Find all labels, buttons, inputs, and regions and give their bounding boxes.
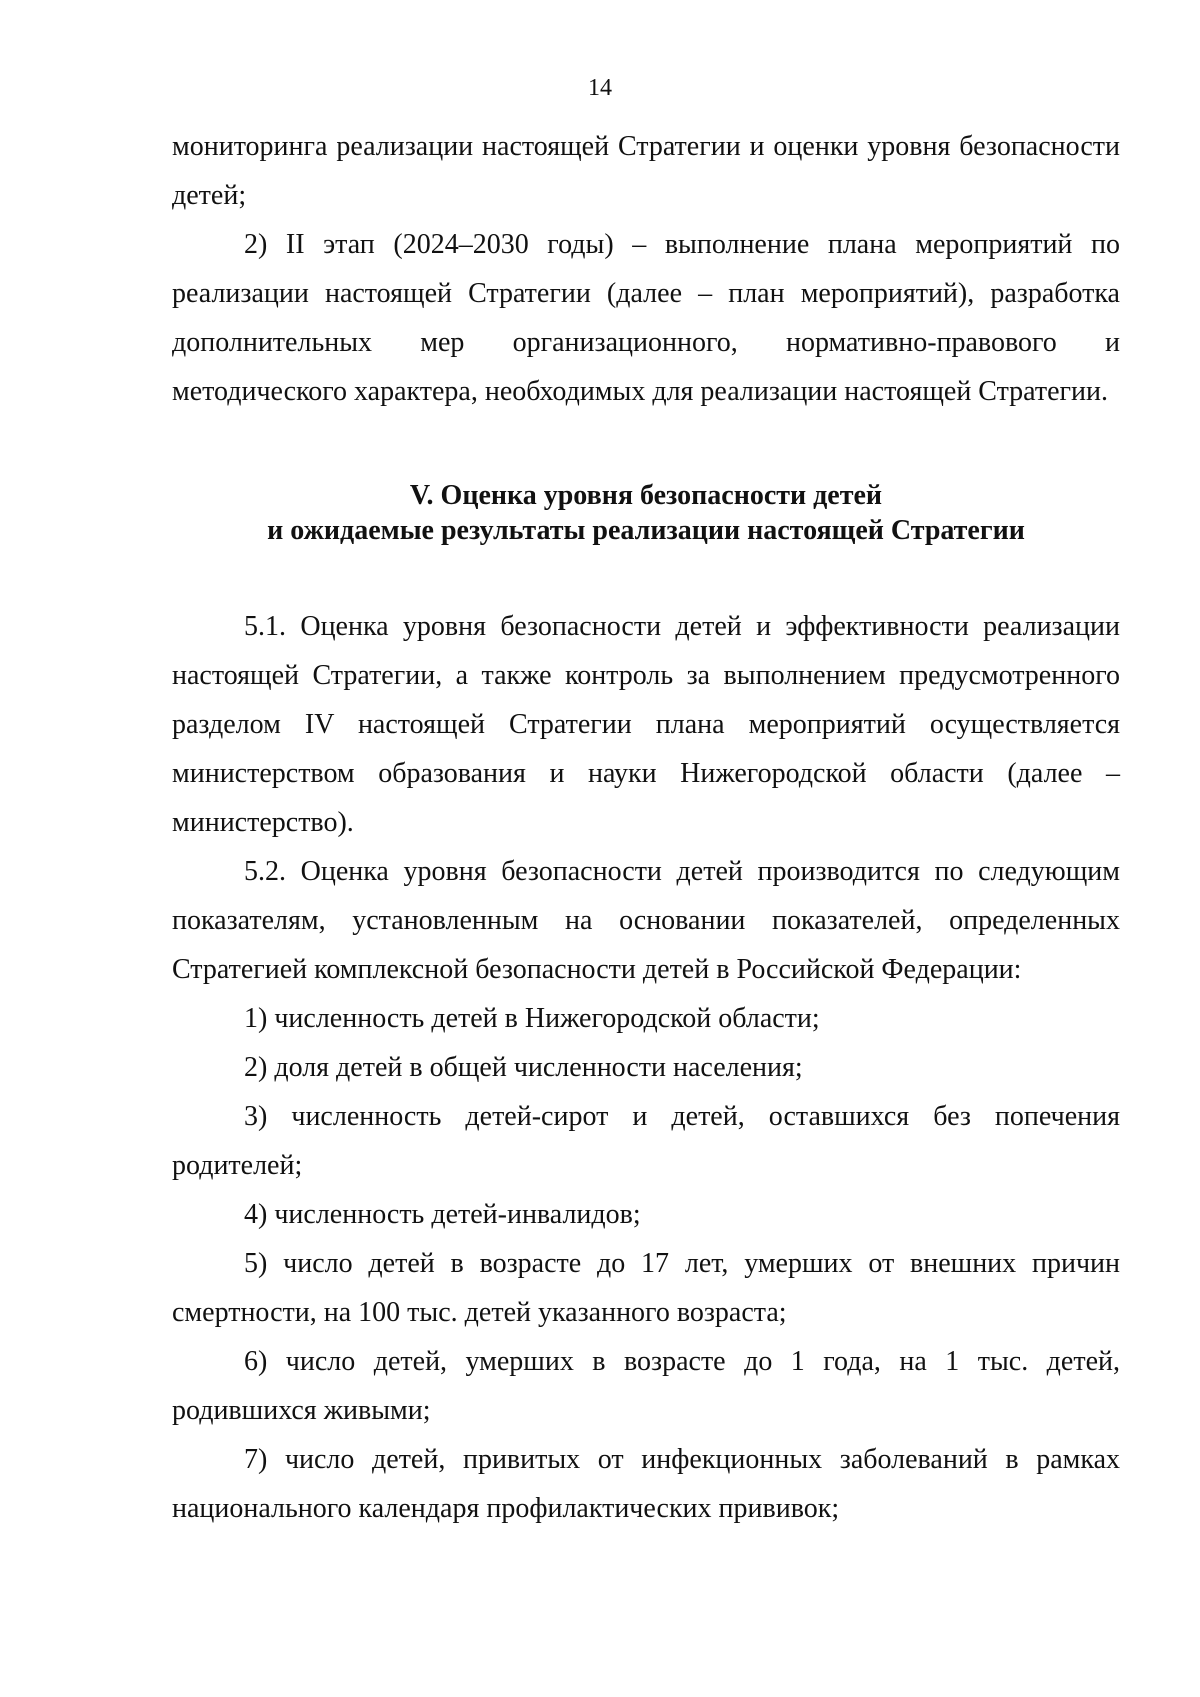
- indicator-item-3: 3) численность детей-сирот и детей, оставшихся без попечения родителей;: [172, 1101, 1120, 1181]
- indicator-item-5: 5) число детей в возрасте до 17 лет, умерших от внешних причин смертности, на 100 тыс. детей указанного возраста;: [172, 1248, 1120, 1328]
- section-heading-line-2: и ожидаемые результаты реализации настоящей Стратегии: [267, 515, 1025, 546]
- indicator-item-6: 6) число детей, умерших в возрасте до 1 года, на 1 тыс. детей, родившихся живыми;: [172, 1346, 1120, 1426]
- document-body: [172, 122, 1120, 1533]
- page-number: 14: [588, 75, 612, 101]
- indicator-item-2: 2) доля детей в общей численности населения;: [244, 1052, 803, 1083]
- paragraph-continuation: мониторинга реализации настоящей Стратегии и оценки уровня безопасности детей;: [172, 131, 1120, 211]
- paragraph-stage-2: 2) II этап (2024–2030 годы) – выполнение плана мероприятий по реализации настоящей Стратегии (далее – план мероприятий), разработка дополнительных мер организационного, нормативно-правового и методического характера, необходимых для реализации настоящей Стратегии.: [172, 229, 1120, 407]
- indicator-item-4: 4) численность детей-инвалидов;: [244, 1199, 641, 1230]
- indicator-item-1: 1) численность детей в Нижегородской области;: [244, 1003, 820, 1034]
- section-heading-line-1: V. Оценка уровня безопасности детей: [409, 480, 883, 511]
- section-heading: [172, 478, 1120, 548]
- paragraph-5-2: 5.2. Оценка уровня безопасности детей производится по следующим показателям, установленным на основании показателей, определенных Стратегией комплексной безопасности детей в Российской Федерации:: [172, 856, 1120, 985]
- paragraph-5-1: 5.1. Оценка уровня безопасности детей и эффективности реализации настоящей Стратегии, а также контроль за выполнением предусмотренного разделом IV настоящей Стратегии плана мероприятий осуществляется министерством образования и науки Нижегородской области (далее – министерство).: [172, 611, 1120, 838]
- indicator-item-7: 7) число детей, привитых от инфекционных заболеваний в рамках национального календаря профилактических прививок;: [172, 1444, 1120, 1524]
- indicator-list: [172, 994, 1120, 1533]
